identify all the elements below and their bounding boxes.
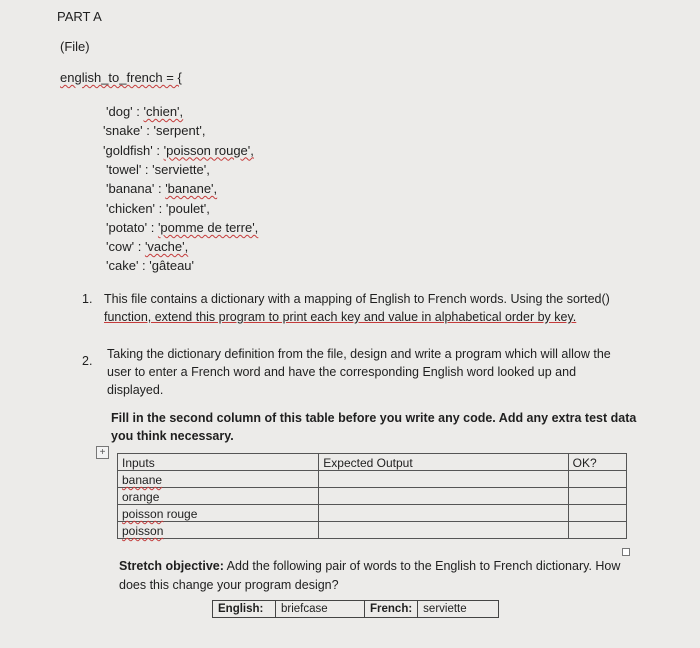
dictionary-value: 'serviette',: [152, 161, 210, 177]
input-cell[interactable]: orange: [118, 488, 319, 505]
dictionary-key: 'towel': [106, 161, 142, 177]
input-cell[interactable]: [118, 505, 319, 522]
dictionary-entry: [106, 239, 188, 254]
ok-cell[interactable]: [568, 471, 626, 488]
stretch-words-table: [212, 600, 499, 618]
ok-cell[interactable]: [568, 488, 626, 505]
expected-output-cell[interactable]: [319, 471, 568, 488]
table-move-handle-icon[interactable]: +: [96, 446, 109, 459]
dictionary-value: 'poulet',: [165, 200, 210, 216]
q1-number: 1.: [82, 292, 93, 306]
stretch-line1-text: Add the following pair of words to the English to French dictionary. How: [223, 559, 621, 573]
ok-cell[interactable]: [568, 505, 626, 522]
table-resize-handle-icon[interactable]: [622, 548, 630, 556]
dictionary-entry: [106, 258, 194, 273]
stretch-line2: does this change your program design?: [119, 578, 339, 592]
dictionary-entry: [103, 143, 254, 158]
test-table: [117, 453, 627, 539]
header-inputs: Inputs: [118, 454, 319, 471]
dict-open-text: english_to_french = {: [60, 70, 182, 85]
q2-number: 2.: [82, 354, 93, 368]
expected-output-cell[interactable]: [319, 488, 568, 505]
table-row: [118, 488, 627, 505]
q1-line2-text: function, extend this program to print each key and value in alphabetical order by key.: [104, 310, 577, 324]
stretch-line1: [119, 557, 620, 575]
stretch-row: [213, 601, 499, 618]
dictionary-entry: [106, 104, 183, 119]
header-ok: OK?: [568, 454, 626, 471]
dictionary-key: 'goldfish': [103, 142, 153, 158]
expected-output-cell[interactable]: [319, 505, 568, 522]
expected-output-cell[interactable]: [319, 522, 568, 539]
input-cell[interactable]: [118, 471, 319, 488]
dictionary-separator: :: [154, 181, 166, 197]
q2-instruction-line2: you think necessary.: [111, 429, 234, 443]
q1-line2: [104, 308, 576, 326]
dictionary-value: 'serpent',: [153, 123, 206, 139]
dictionary-key: 'dog': [106, 104, 133, 119]
input-value: poisson: [122, 524, 164, 538]
dictionary-value: 'chien',: [143, 104, 184, 119]
input-value-word: rouge: [163, 507, 198, 521]
english-value: briefcase: [276, 601, 365, 618]
dictionary-value: 'vache',: [144, 239, 189, 255]
dictionary-key: 'snake': [103, 123, 143, 139]
french-value: serviette: [418, 601, 499, 618]
dictionary-separator: :: [155, 200, 166, 216]
dictionary-value: 'poisson rouge',: [163, 142, 254, 158]
dictionary-separator: :: [147, 219, 158, 235]
input-cell[interactable]: [118, 522, 319, 539]
dictionary-entry: [103, 123, 205, 138]
dictionary-key: 'chicken': [106, 200, 156, 216]
table-row: [118, 471, 627, 488]
part-heading: PART A: [57, 9, 102, 24]
french-label: French:: [365, 601, 418, 618]
dict-open-line: [60, 70, 182, 85]
dictionary-value: 'banane',: [165, 181, 218, 197]
dictionary-entry: [106, 181, 217, 196]
dictionary-separator: :: [134, 239, 145, 255]
input-value: banane: [122, 473, 163, 487]
dictionary-separator: :: [132, 104, 144, 119]
stretch-label: Stretch objective:: [119, 559, 224, 573]
q2-line3: displayed.: [107, 383, 164, 397]
header-expected-output: Expected Output: [319, 454, 568, 471]
dictionary-separator: :: [152, 142, 164, 158]
dictionary-key: 'cake': [106, 258, 139, 274]
dictionary-value: 'gâteau': [149, 258, 195, 274]
input-value-word: poisson: [122, 507, 164, 521]
table-row: [118, 505, 627, 522]
q2-instruction-line1: Fill in the second column of this table before you write any code. Add any extra test data: [111, 411, 637, 425]
dictionary-entry: [106, 201, 210, 216]
table-row: [118, 522, 627, 539]
dictionary-key: 'cow': [106, 239, 135, 255]
english-label: English:: [213, 601, 276, 618]
input-value: [122, 507, 197, 521]
file-label: (File): [60, 39, 90, 54]
dictionary-entry: [106, 162, 210, 177]
dictionary-key: 'potato': [106, 219, 148, 235]
q2-line1: Taking the dictionary definition from the file, design and write a program which will allow the: [107, 347, 611, 361]
dictionary-key: 'banana': [106, 181, 155, 197]
dictionary-separator: :: [142, 123, 154, 139]
dictionary-entry: [106, 220, 258, 235]
q2-line2: user to enter a French word and have the corresponding English word looked up and: [107, 365, 577, 379]
dictionary-separator: :: [141, 161, 153, 177]
dictionary-value: 'pomme de terre',: [157, 219, 259, 235]
q1-line1: This file contains a dictionary with a mapping of English to French words. Using the sorted(): [104, 292, 610, 306]
dictionary-separator: :: [138, 258, 150, 274]
ok-cell[interactable]: [568, 522, 626, 539]
table-header-row: [118, 454, 627, 471]
